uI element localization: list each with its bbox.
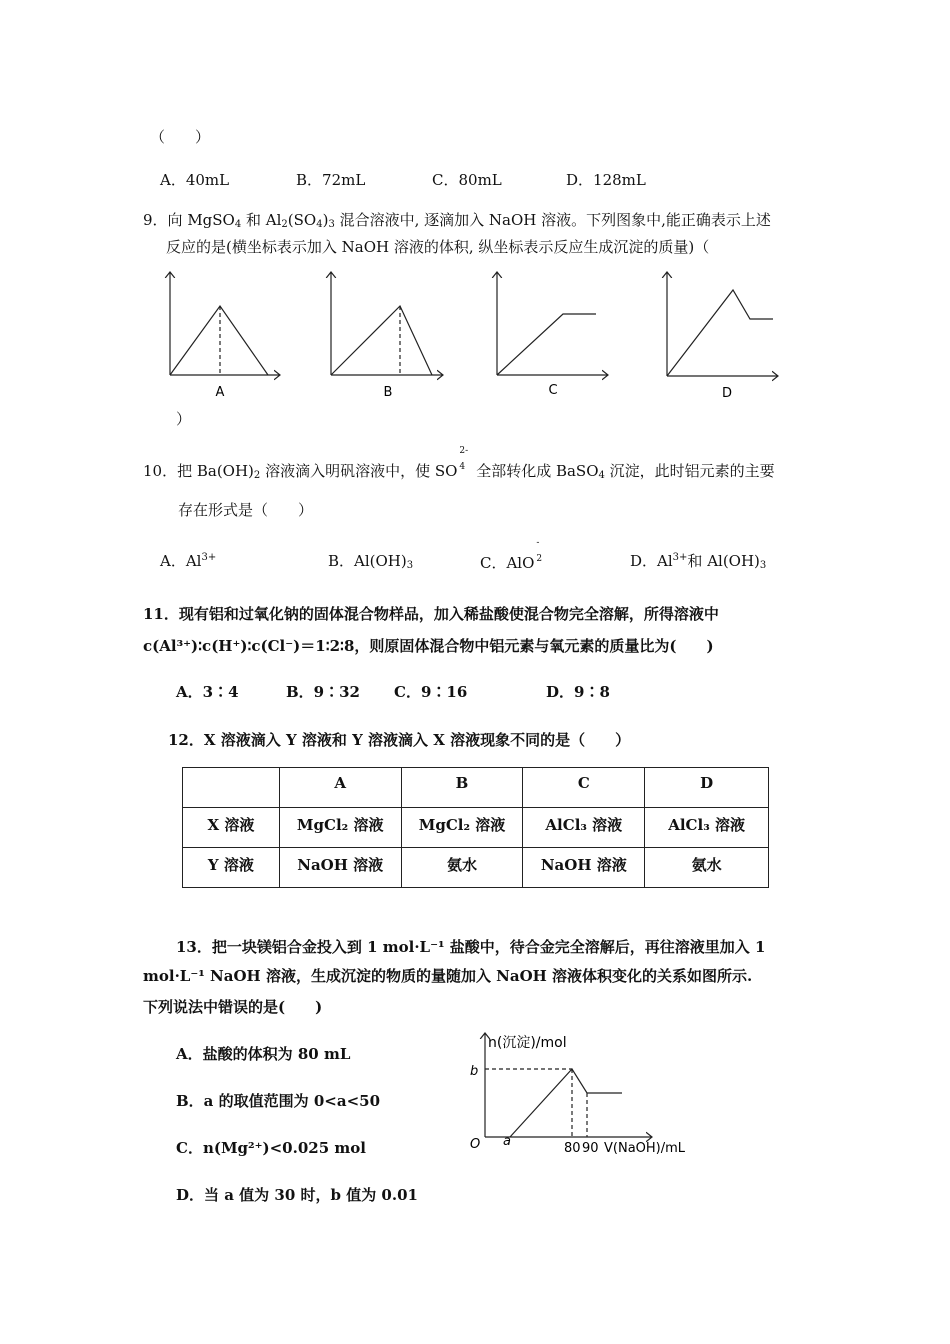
q13-a-label: a [503, 1134, 511, 1149]
q13-line1: 13．把一块镁铝合金投入到 1 mol·L⁻¹ 盐酸中，待合金完全溶解后，再往溶液里加入 1 [176, 938, 766, 956]
q11-line2: c(Al³⁺)∶c(H⁺)∶c(Cl⁻)＝1∶2∶8，则原固体混合物中铝元素与氧元素的质量比为( ) [143, 637, 714, 655]
q13-origin-label: O [470, 1137, 481, 1152]
q8-option-a: A．40mL [160, 171, 230, 189]
table-row [183, 808, 769, 848]
q9-graphs [0, 0, 950, 420]
q10-line1: 10．把 $Ba(OH)_2$ 溶液滴入明矾溶液中，使 SO 2- 4 全部转化成 BaSO$_4$ 沉淀，此时铝元素的主要 [143, 446, 775, 481]
table-cell: AlCl₃ 溶液 [645, 808, 769, 848]
q11-option-a: A．3∶4 [176, 683, 239, 701]
q8-option-b: B．72mL [296, 171, 366, 189]
table-row [183, 768, 769, 808]
table-cell: MgCl₂ 溶液 [401, 808, 523, 848]
q10-option-c: C．AlO - 2 [480, 538, 543, 572]
q13-option-c: C．n(Mg²⁺)<0.025 mol [176, 1139, 366, 1157]
q11-option-d: D．9∶8 [546, 683, 610, 701]
table-cell: A [279, 768, 401, 808]
q9-graph-a [170, 272, 280, 375]
sulfate-ion-charge: 2- 4 [459, 446, 469, 472]
q10-line2: 存在形式是（ ） [178, 501, 314, 519]
table-cell: NaOH 溶液 [523, 848, 645, 888]
q13-option-a: A．盐酸的体积为 80 mL [176, 1045, 351, 1063]
table-cell [183, 768, 280, 808]
q9-graph-c [497, 272, 608, 375]
q13-x-axis-label: V(NaOH)/mL [604, 1141, 686, 1156]
q10-option-b: B．$Al(OH)_3$ [328, 552, 414, 571]
q9-line1: 9．向 MgSO$_4$ 和 $Al_2(SO_4)_3$ 混合溶液中, 逐滴加入 NaOH 溶液。下列图象中,能正确表示上述 [143, 211, 771, 230]
q9-graph-b-label: B [383, 385, 393, 400]
q11-line1: 11．现有铝和过氧化钠的固体混合物样品，加入稀盐酸使混合物完全溶解，所得溶液中 [143, 605, 719, 623]
q13-x90-label: 90 [582, 1141, 599, 1156]
q13-y-axis-label: n(沉淀)/mol [488, 1035, 567, 1051]
table-cell: 氨水 [401, 848, 523, 888]
q12-table [182, 767, 769, 888]
q13-graph [460, 1025, 730, 1160]
q13-line2: mol·L⁻¹ NaOH 溶液，生成沉淀的物质的量随加入 NaOH 溶液体积变化的关系如图所示. [143, 967, 753, 985]
q13-x80-label: 80 [564, 1141, 581, 1156]
q10-option-a: A．$Al^{3+}$ [160, 552, 217, 570]
q8-option-d: D．128mL [566, 171, 646, 189]
table-cell: D [645, 768, 769, 808]
table-cell: 氨水 [645, 848, 769, 888]
table-cell: AlCl₃ 溶液 [523, 808, 645, 848]
q9-graph-b [331, 272, 443, 375]
table-cell: X 溶液 [183, 808, 280, 848]
q11-option-c: C．9∶16 [394, 683, 468, 701]
q9-line2: 反应的是(横坐标表示加入 NaOH 溶液的体积, 纵坐标表示反应生成沉淀的质量)（ [166, 238, 710, 256]
q9-graph-d [667, 272, 778, 376]
q9-close-paren: ） [176, 410, 192, 428]
table-cell: NaOH 溶液 [279, 848, 401, 888]
q13-line3: 下列说法中错误的是( ) [143, 998, 323, 1016]
q13-option-d: D．当 a 值为 30 时，b 值为 0.01 [176, 1186, 418, 1204]
q9-graph-d-label: D [721, 386, 733, 401]
q8-option-c: C．80mL [432, 171, 502, 189]
q11-option-b: B．9∶32 [286, 683, 360, 701]
table-cell: MgCl₂ 溶液 [279, 808, 401, 848]
q10-option-d: D．$Al^{3+}$和 $Al(OH)_3$ [630, 552, 767, 571]
table-cell: B [401, 768, 523, 808]
q13-b-label: b [470, 1064, 479, 1079]
table-row [183, 848, 769, 888]
q13-option-b: B．a 的取值范围为 0<a<50 [176, 1092, 381, 1110]
q9-graph-c-label: C [548, 383, 558, 398]
q9-graph-a-label: A [215, 385, 225, 400]
q12-stem: 12．X 溶液滴入 Y 溶液和 Y 溶液滴入 X 溶液现象不同的是（ ） [168, 731, 631, 749]
table-cell: Y 溶液 [183, 848, 280, 888]
q8-paren: （ ） [150, 128, 211, 146]
table-cell: C [523, 768, 645, 808]
